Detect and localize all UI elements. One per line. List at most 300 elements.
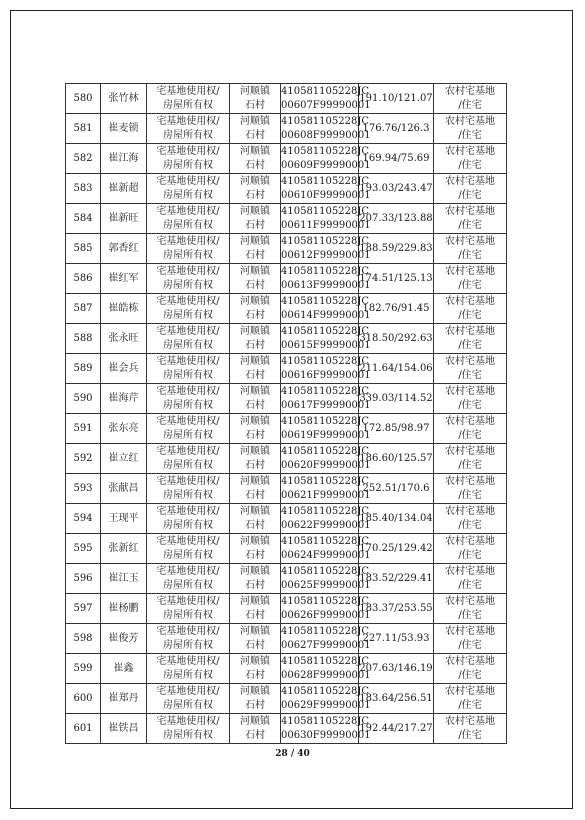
land-use-cell bbox=[434, 564, 507, 594]
land-use-line: 农村宅基地 bbox=[445, 325, 495, 337]
land-use-line: 农村宅基地 bbox=[445, 565, 495, 577]
right-type-line: 房屋所有权 bbox=[163, 579, 213, 591]
table-row bbox=[66, 654, 507, 684]
right-type-line: 宅基地使用权/ bbox=[156, 415, 220, 427]
property-code-cell bbox=[281, 144, 371, 174]
right-type-line: 房屋所有权 bbox=[163, 459, 213, 471]
right-type-line: 宅基地使用权/ bbox=[156, 85, 220, 97]
location-line: 石村 bbox=[245, 99, 265, 111]
location-line: 河顺镇 bbox=[240, 265, 270, 277]
row-number-cell: 580 bbox=[66, 84, 101, 114]
land-use-line: /住宅 bbox=[458, 339, 482, 351]
property-code-line: 00620F99990001 bbox=[281, 459, 371, 471]
land-use-cell bbox=[434, 204, 507, 234]
owner-name-cell: 崔新旺 bbox=[101, 204, 147, 234]
table-row bbox=[66, 204, 507, 234]
property-code-line: 00626F99990001 bbox=[281, 609, 371, 621]
row-number-cell: 585 bbox=[66, 234, 101, 264]
area-cell: 183.37/253.55 bbox=[359, 594, 434, 624]
property-code-cell bbox=[281, 474, 371, 504]
right-type-line: 宅基地使用权/ bbox=[156, 475, 220, 487]
land-use-line: 农村宅基地 bbox=[445, 295, 495, 307]
owner-name-cell: 崔皓栋 bbox=[101, 294, 147, 324]
table-row bbox=[66, 84, 507, 114]
area-cell: 169.94/75.69 bbox=[359, 144, 434, 174]
right-type-line: 宅基地使用权/ bbox=[156, 535, 220, 547]
property-code-cell bbox=[281, 384, 371, 414]
land-use-line: /住宅 bbox=[458, 309, 482, 321]
property-code-line: 410581105228JC bbox=[281, 685, 370, 697]
owner-name-cell: 崔麦锁 bbox=[101, 114, 147, 144]
land-use-cell bbox=[434, 84, 507, 114]
property-code-line: 410581105228JC bbox=[281, 715, 370, 727]
land-use-line: 农村宅基地 bbox=[445, 475, 495, 487]
land-use-line: 农村宅基地 bbox=[445, 115, 495, 127]
land-use-line: 农村宅基地 bbox=[445, 385, 495, 397]
property-code-line: 00608F99990001 bbox=[281, 129, 371, 141]
land-use-line: /住宅 bbox=[458, 279, 482, 291]
property-code-cell bbox=[281, 324, 371, 354]
right-type-line: 房屋所有权 bbox=[163, 159, 213, 171]
table-row bbox=[66, 714, 507, 744]
row-number-cell: 582 bbox=[66, 144, 101, 174]
location-cell bbox=[230, 384, 281, 414]
table-row bbox=[66, 624, 507, 654]
land-use-cell bbox=[434, 684, 507, 714]
row-number-cell: 593 bbox=[66, 474, 101, 504]
land-use-cell bbox=[434, 294, 507, 324]
row-number-cell: 600 bbox=[66, 684, 101, 714]
land-use-line: /住宅 bbox=[458, 249, 482, 261]
land-use-line: 农村宅基地 bbox=[445, 265, 495, 277]
location-line: 石村 bbox=[245, 549, 265, 561]
property-code-line: 00616F99990001 bbox=[281, 369, 371, 381]
row-number-cell: 596 bbox=[66, 564, 101, 594]
land-use-line: 农村宅基地 bbox=[445, 445, 495, 457]
right-type-line: 宅基地使用权/ bbox=[156, 235, 220, 247]
land-use-cell bbox=[434, 114, 507, 144]
right-type-line: 房屋所有权 bbox=[163, 639, 213, 651]
property-code-cell bbox=[281, 414, 371, 444]
right-type-cell bbox=[147, 684, 230, 714]
property-code-line: 410581105228JC bbox=[281, 205, 370, 217]
location-line: 河顺镇 bbox=[240, 175, 270, 187]
table-row bbox=[66, 594, 507, 624]
right-type-line: 房屋所有权 bbox=[163, 219, 213, 231]
location-line: 河顺镇 bbox=[240, 205, 270, 217]
land-use-line: 农村宅基地 bbox=[445, 235, 495, 247]
row-number-cell: 589 bbox=[66, 354, 101, 384]
location-line: 河顺镇 bbox=[240, 385, 270, 397]
land-use-line: /住宅 bbox=[458, 579, 482, 591]
location-cell bbox=[230, 654, 281, 684]
table-row bbox=[66, 234, 507, 264]
right-type-line: 宅基地使用权/ bbox=[156, 145, 220, 157]
right-type-line: 房屋所有权 bbox=[163, 189, 213, 201]
land-use-line: /住宅 bbox=[458, 699, 482, 711]
property-code-cell bbox=[281, 234, 371, 264]
table-row bbox=[66, 174, 507, 204]
land-use-line: /住宅 bbox=[458, 369, 482, 381]
property-code-line: 00607F99990001 bbox=[281, 99, 371, 111]
land-use-line: 农村宅基地 bbox=[445, 355, 495, 367]
area-cell: 186.60/125.57 bbox=[359, 444, 434, 474]
land-use-line: 农村宅基地 bbox=[445, 715, 495, 727]
property-code-line: 410581105228JC bbox=[281, 325, 370, 337]
property-code-line: 410581105228JC bbox=[281, 265, 370, 277]
location-line: 石村 bbox=[245, 339, 265, 351]
right-type-line: 宅基地使用权/ bbox=[156, 625, 220, 637]
owner-name-cell: 崔江海 bbox=[101, 144, 147, 174]
property-code-line: 00622F99990001 bbox=[281, 519, 371, 531]
location-line: 河顺镇 bbox=[240, 625, 270, 637]
location-line: 河顺镇 bbox=[240, 85, 270, 97]
location-line: 河顺镇 bbox=[240, 235, 270, 247]
land-use-cell bbox=[434, 354, 507, 384]
location-line: 石村 bbox=[245, 579, 265, 591]
owner-name-cell: 崔俊芳 bbox=[101, 624, 147, 654]
property-code-cell bbox=[281, 174, 371, 204]
table-row bbox=[66, 504, 507, 534]
registration-table-body bbox=[66, 84, 507, 744]
table-row bbox=[66, 144, 507, 174]
property-code-line: 00629F99990001 bbox=[281, 699, 371, 711]
page-number: 28 / 40 bbox=[275, 749, 310, 759]
location-line: 石村 bbox=[245, 399, 265, 411]
property-code-line: 00627F99990001 bbox=[281, 639, 371, 651]
row-number-cell: 588 bbox=[66, 324, 101, 354]
table-row bbox=[66, 444, 507, 474]
location-line: 河顺镇 bbox=[240, 415, 270, 427]
table-row bbox=[66, 684, 507, 714]
owner-name-cell: 张新红 bbox=[101, 534, 147, 564]
area-cell: 192.44/217.27 bbox=[359, 714, 434, 744]
owner-name-cell: 郭香红 bbox=[101, 234, 147, 264]
location-cell bbox=[230, 354, 281, 384]
location-line: 河顺镇 bbox=[240, 145, 270, 157]
right-type-line: 宅基地使用权/ bbox=[156, 115, 220, 127]
owner-name-cell: 崔杨鹏 bbox=[101, 594, 147, 624]
owner-name-cell: 崔铁昌 bbox=[101, 714, 147, 744]
land-use-line: /住宅 bbox=[458, 159, 482, 171]
right-type-cell bbox=[147, 564, 230, 594]
land-use-cell bbox=[434, 414, 507, 444]
land-use-line: 农村宅基地 bbox=[445, 85, 495, 97]
table-row bbox=[66, 294, 507, 324]
location-cell bbox=[230, 444, 281, 474]
table-row bbox=[66, 414, 507, 444]
location-line: 石村 bbox=[245, 219, 265, 231]
property-code-cell bbox=[281, 564, 371, 594]
right-type-line: 房屋所有权 bbox=[163, 399, 213, 411]
right-type-cell bbox=[147, 114, 230, 144]
right-type-line: 宅基地使用权/ bbox=[156, 295, 220, 307]
right-type-line: 房屋所有权 bbox=[163, 369, 213, 381]
property-code-cell bbox=[281, 264, 371, 294]
land-use-line: /住宅 bbox=[458, 489, 482, 501]
property-code-cell bbox=[281, 114, 371, 144]
right-type-cell bbox=[147, 474, 230, 504]
property-code-cell bbox=[281, 204, 371, 234]
right-type-cell bbox=[147, 414, 230, 444]
property-code-line: 410581105228JC bbox=[281, 595, 370, 607]
table-row bbox=[66, 324, 507, 354]
land-use-line: /住宅 bbox=[458, 129, 482, 141]
land-use-cell bbox=[434, 174, 507, 204]
area-cell: 191.10/121.07 bbox=[359, 84, 434, 114]
right-type-line: 房屋所有权 bbox=[163, 429, 213, 441]
land-use-line: /住宅 bbox=[458, 189, 482, 201]
right-type-line: 房屋所有权 bbox=[163, 669, 213, 681]
property-code-line: 00611F99990001 bbox=[281, 219, 371, 231]
owner-name-cell: 崔新超 bbox=[101, 174, 147, 204]
land-use-cell bbox=[434, 264, 507, 294]
area-cell: 183.52/229.41 bbox=[359, 564, 434, 594]
right-type-line: 房屋所有权 bbox=[163, 249, 213, 261]
property-code-cell bbox=[281, 654, 371, 684]
location-line: 石村 bbox=[245, 489, 265, 501]
row-number-cell: 597 bbox=[66, 594, 101, 624]
land-use-cell bbox=[434, 444, 507, 474]
property-code-line: 410581105228JC bbox=[281, 655, 370, 667]
right-type-line: 房屋所有权 bbox=[163, 339, 213, 351]
land-use-line: /住宅 bbox=[458, 459, 482, 471]
land-use-line: 农村宅基地 bbox=[445, 655, 495, 667]
right-type-cell bbox=[147, 294, 230, 324]
owner-name-cell: 王现平 bbox=[101, 504, 147, 534]
row-number-cell: 598 bbox=[66, 624, 101, 654]
owner-name-cell: 崔江玉 bbox=[101, 564, 147, 594]
location-line: 石村 bbox=[245, 609, 265, 621]
right-type-line: 房屋所有权 bbox=[163, 279, 213, 291]
land-use-line: /住宅 bbox=[458, 609, 482, 621]
right-type-line: 宅基地使用权/ bbox=[156, 325, 220, 337]
area-cell: 176.76/126.3 bbox=[359, 114, 434, 144]
right-type-line: 房屋所有权 bbox=[163, 729, 213, 741]
location-line: 河顺镇 bbox=[240, 685, 270, 697]
location-line: 河顺镇 bbox=[240, 565, 270, 577]
location-cell bbox=[230, 474, 281, 504]
property-code-line: 410581105228JC bbox=[281, 625, 370, 637]
table-row bbox=[66, 534, 507, 564]
property-code-line: 00617F99990001 bbox=[281, 399, 371, 411]
right-type-cell bbox=[147, 144, 230, 174]
right-type-line: 宅基地使用权/ bbox=[156, 355, 220, 367]
property-code-cell bbox=[281, 534, 371, 564]
property-code-line: 00613F99990001 bbox=[281, 279, 371, 291]
right-type-cell bbox=[147, 324, 230, 354]
registration-table bbox=[65, 83, 507, 744]
property-code-line: 410581105228JC bbox=[281, 415, 370, 427]
right-type-cell bbox=[147, 714, 230, 744]
right-type-cell bbox=[147, 264, 230, 294]
right-type-line: 宅基地使用权/ bbox=[156, 565, 220, 577]
location-line: 石村 bbox=[245, 189, 265, 201]
land-use-line: 农村宅基地 bbox=[445, 415, 495, 427]
area-cell: 339.03/114.52 bbox=[359, 384, 434, 414]
land-use-line: /住宅 bbox=[458, 729, 482, 741]
property-code-cell bbox=[281, 714, 371, 744]
land-use-line: /住宅 bbox=[458, 219, 482, 231]
location-cell bbox=[230, 144, 281, 174]
right-type-cell bbox=[147, 174, 230, 204]
property-code-line: 410581105228JC bbox=[281, 505, 370, 517]
right-type-cell bbox=[147, 594, 230, 624]
land-use-line: 农村宅基地 bbox=[445, 145, 495, 157]
right-type-cell bbox=[147, 654, 230, 684]
property-code-line: 410581105228JC bbox=[281, 445, 370, 457]
property-code-line: 00612F99990001 bbox=[281, 249, 371, 261]
property-code-line: 00628F99990001 bbox=[281, 669, 371, 681]
area-cell: 318.50/292.63 bbox=[359, 324, 434, 354]
location-line: 石村 bbox=[245, 669, 265, 681]
location-line: 河顺镇 bbox=[240, 115, 270, 127]
land-use-line: 农村宅基地 bbox=[445, 625, 495, 637]
land-use-line: 农村宅基地 bbox=[445, 685, 495, 697]
right-type-line: 宅基地使用权/ bbox=[156, 445, 220, 457]
right-type-cell bbox=[147, 444, 230, 474]
property-code-line: 410581105228JC bbox=[281, 145, 370, 157]
property-code-cell bbox=[281, 84, 371, 114]
row-number-cell: 592 bbox=[66, 444, 101, 474]
land-use-cell bbox=[434, 534, 507, 564]
owner-name-cell: 张永旺 bbox=[101, 324, 147, 354]
location-cell bbox=[230, 504, 281, 534]
right-type-line: 宅基地使用权/ bbox=[156, 175, 220, 187]
property-code-cell bbox=[281, 444, 371, 474]
property-code-cell bbox=[281, 684, 371, 714]
location-line: 河顺镇 bbox=[240, 715, 270, 727]
property-code-line: 00609F99990001 bbox=[281, 159, 371, 171]
property-code-line: 00615F99990001 bbox=[281, 339, 371, 351]
owner-name-cell: 崔立红 bbox=[101, 444, 147, 474]
row-number-cell: 583 bbox=[66, 174, 101, 204]
land-use-line: /住宅 bbox=[458, 549, 482, 561]
row-number-cell: 599 bbox=[66, 654, 101, 684]
right-type-cell bbox=[147, 354, 230, 384]
location-cell bbox=[230, 684, 281, 714]
area-cell: 207.33/123.88 bbox=[359, 204, 434, 234]
right-type-line: 房屋所有权 bbox=[163, 549, 213, 561]
location-line: 石村 bbox=[245, 159, 265, 171]
land-use-cell bbox=[434, 234, 507, 264]
land-use-line: 农村宅基地 bbox=[445, 505, 495, 517]
land-use-cell bbox=[434, 474, 507, 504]
row-number-cell: 586 bbox=[66, 264, 101, 294]
location-cell bbox=[230, 264, 281, 294]
area-cell: 188.59/229.83 bbox=[359, 234, 434, 264]
property-code-cell bbox=[281, 624, 371, 654]
owner-name-cell: 崔会兵 bbox=[101, 354, 147, 384]
property-code-line: 00630F99990001 bbox=[281, 729, 371, 741]
right-type-line: 房屋所有权 bbox=[163, 129, 213, 141]
right-type-line: 宅基地使用权/ bbox=[156, 655, 220, 667]
property-code-line: 00624F99990001 bbox=[281, 549, 371, 561]
owner-name-cell: 崔海芹 bbox=[101, 384, 147, 414]
area-cell: 183.64/256.51 bbox=[359, 684, 434, 714]
right-type-line: 宅基地使用权/ bbox=[156, 265, 220, 277]
area-cell: 182.76/91.45 bbox=[359, 294, 434, 324]
location-cell bbox=[230, 174, 281, 204]
location-line: 河顺镇 bbox=[240, 295, 270, 307]
location-line: 河顺镇 bbox=[240, 475, 270, 487]
property-code-line: 00625F99990001 bbox=[281, 579, 371, 591]
land-use-line: /住宅 bbox=[458, 669, 482, 681]
row-number-cell: 584 bbox=[66, 204, 101, 234]
property-code-cell bbox=[281, 504, 371, 534]
location-line: 河顺镇 bbox=[240, 325, 270, 337]
area-cell: 193.03/243.47 bbox=[359, 174, 434, 204]
property-code-line: 410581105228JC bbox=[281, 115, 370, 127]
property-code-line: 00610F99990001 bbox=[281, 189, 371, 201]
table-row bbox=[66, 384, 507, 414]
owner-name-cell: 崔红军 bbox=[101, 264, 147, 294]
location-cell bbox=[230, 204, 281, 234]
area-cell: 172.85/98.97 bbox=[359, 414, 434, 444]
row-number-cell: 590 bbox=[66, 384, 101, 414]
area-cell: 174.51/125.13 bbox=[359, 264, 434, 294]
area-cell: 227.11/53.93 bbox=[359, 624, 434, 654]
property-code-line: 410581105228JC bbox=[281, 85, 370, 97]
owner-name-cell: 崔鑫 bbox=[101, 654, 147, 684]
land-use-line: /住宅 bbox=[458, 429, 482, 441]
right-type-cell bbox=[147, 504, 230, 534]
owner-name-cell: 崔郑丹 bbox=[101, 684, 147, 714]
land-use-cell bbox=[434, 714, 507, 744]
property-code-line: 410581105228JC bbox=[281, 475, 370, 487]
right-type-cell bbox=[147, 234, 230, 264]
land-use-cell bbox=[434, 594, 507, 624]
area-cell: 207.63/146.19 bbox=[359, 654, 434, 684]
right-type-line: 宅基地使用权/ bbox=[156, 505, 220, 517]
row-number-cell: 595 bbox=[66, 534, 101, 564]
table-row bbox=[66, 264, 507, 294]
right-type-line: 宅基地使用权/ bbox=[156, 685, 220, 697]
table-row bbox=[66, 354, 507, 384]
property-code-cell bbox=[281, 354, 371, 384]
location-line: 石村 bbox=[245, 369, 265, 381]
location-line: 石村 bbox=[245, 249, 265, 261]
row-number-cell: 587 bbox=[66, 294, 101, 324]
location-cell bbox=[230, 714, 281, 744]
location-cell bbox=[230, 594, 281, 624]
location-line: 石村 bbox=[245, 519, 265, 531]
land-use-line: /住宅 bbox=[458, 639, 482, 651]
location-line: 河顺镇 bbox=[240, 355, 270, 367]
property-code-line: 410581105228JC bbox=[281, 175, 370, 187]
location-cell bbox=[230, 534, 281, 564]
row-number-cell: 581 bbox=[66, 114, 101, 144]
location-line: 河顺镇 bbox=[240, 445, 270, 457]
location-cell bbox=[230, 414, 281, 444]
right-type-line: 宅基地使用权/ bbox=[156, 205, 220, 217]
land-use-line: /住宅 bbox=[458, 399, 482, 411]
right-type-line: 房屋所有权 bbox=[163, 609, 213, 621]
land-use-line: 农村宅基地 bbox=[445, 205, 495, 217]
location-line: 石村 bbox=[245, 309, 265, 321]
right-type-cell bbox=[147, 534, 230, 564]
row-number-cell: 594 bbox=[66, 504, 101, 534]
right-type-line: 房屋所有权 bbox=[163, 309, 213, 321]
property-code-cell bbox=[281, 294, 371, 324]
property-code-line: 00614F99990001 bbox=[281, 309, 371, 321]
property-code-line: 410581105228JC bbox=[281, 295, 370, 307]
owner-name-cell: 张东亮 bbox=[101, 414, 147, 444]
land-use-cell bbox=[434, 504, 507, 534]
area-cell: 170.25/129.42 bbox=[359, 534, 434, 564]
property-code-line: 00619F99990001 bbox=[281, 429, 371, 441]
area-cell: 252.51/170.6 bbox=[359, 474, 434, 504]
